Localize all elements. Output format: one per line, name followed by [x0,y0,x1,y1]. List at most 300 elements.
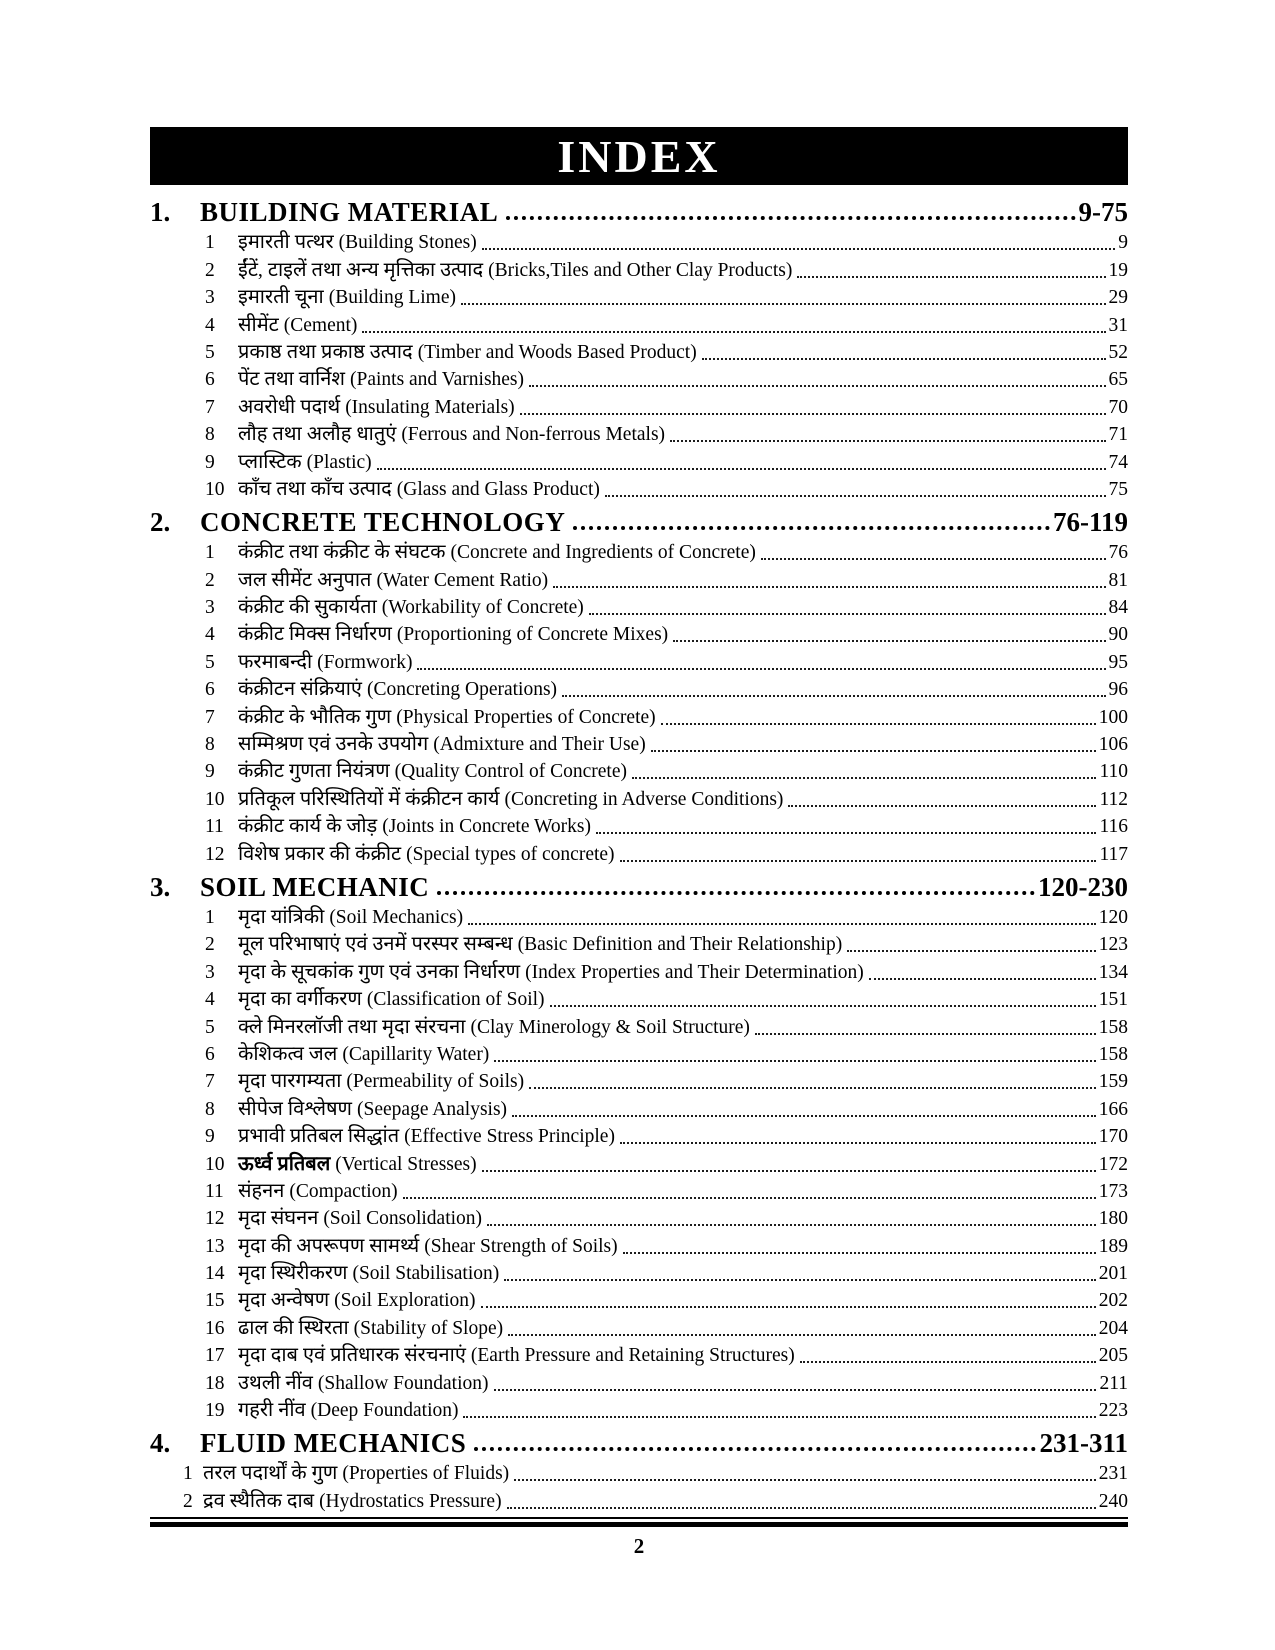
item-title-hindi: मृदा संघनन [238,1207,319,1230]
item-title-hindi: कंक्रीट कार्य के जोड़ [238,815,378,838]
item-page-number: 70 [1108,396,1128,418]
toc-item-row [150,839,1128,866]
section-page-range: 9-75 [1078,197,1128,227]
item-number: 15 [205,1290,225,1312]
item-title-hindi: मृदा स्थिरीकरण [238,1262,348,1285]
index-banner [150,127,1128,185]
item-label [238,677,557,702]
dot-leader [494,1060,1095,1062]
item-label [238,1206,482,1231]
dot-leader [461,303,1106,305]
item-title-english: (Physical Properties of Concrete) [396,706,656,728]
item-title-english: (Index Properties and Their Determination) [525,961,864,983]
item-label [238,1234,618,1259]
item-title-english: (Plastic) [306,451,372,473]
dot-leader [508,1334,1096,1336]
item-page-number: 31 [1108,314,1128,336]
dot-leader [520,413,1106,415]
item-number: 3 [205,287,215,309]
item-title-english: (Properties of Fluids) [342,1463,510,1485]
item-label [238,568,548,593]
item-label [238,1179,398,1204]
toc-item-row [150,1313,1128,1340]
item-page-number: 189 [1098,1235,1128,1257]
item-title-english: (Timber and Woods Based Product) [417,341,697,363]
item-number: 6 [205,679,215,701]
item-title-hindi: प्लास्टिक [238,450,302,473]
item-label [238,960,864,985]
item-title-english: (Effective Stress Principle) [404,1126,615,1148]
item-number: 2 [183,1490,193,1512]
dot-leader [468,923,1096,925]
dot-leader [506,216,1075,220]
toc-item-row [150,757,1128,784]
item-number: 1 [183,1463,193,1485]
item-title-english: (Vertical Stresses) [335,1153,477,1175]
item-number: 5 [205,651,215,673]
item-number: 9 [205,451,215,473]
item-title-english: (Building Lime) [328,287,456,309]
item-title-english: (Quality Control of Concrete) [394,761,627,783]
section-number: 4. [150,1428,171,1459]
dot-leader [463,1416,1095,1418]
item-page-number: 180 [1098,1208,1128,1230]
toc-item-row [150,392,1128,419]
dot-leader [673,640,1105,642]
item-page-number: 240 [1098,1490,1128,1512]
toc-item-row [150,1231,1128,1258]
toc-item-row [150,1459,1128,1486]
item-title-hindi: इमारती चूना [238,286,324,309]
page-footer [150,1517,1128,1559]
dot-leader [494,1389,1097,1391]
item-title-hindi: मूल परिभाषाएं एवं उनमें परस्पर सम्बन्ध [238,933,513,956]
toc-section [150,1425,1128,1514]
item-title-hindi: ईंटें, टाइलें तथा अन्य मृत्तिका उत्पाद [238,258,484,281]
item-page-number: 84 [1108,597,1128,619]
item-title-hindi: सीमेंट [238,313,279,336]
item-title-hindi: सीपेज विश्लेषण [238,1097,353,1120]
item-title-english: (Soil Exploration) [334,1290,476,1312]
item-page-number: 106 [1098,734,1128,756]
item-title-english: (Cement) [283,314,358,336]
toc-item-row [150,283,1128,310]
item-page-number: 202 [1098,1290,1128,1312]
item-title-hindi: प्रभावी प्रतिबल सिद्धांत [238,1125,400,1148]
item-title-english: (Shear Strength of Soils) [424,1235,618,1257]
item-page-number: 158 [1098,1016,1128,1038]
item-title-hindi: प्रकाष्ठ तथा प्रकाष्ठ उत्पाद [238,340,413,363]
dot-leader [377,468,1106,470]
item-title-hindi: मृदा यांत्रिकी [238,905,325,928]
item-label [238,622,668,647]
item-number: 2 [205,259,215,281]
dot-leader [670,440,1105,442]
item-label [238,1316,503,1341]
item-title-english: (Joints in Concrete Works) [382,816,591,838]
item-page-number: 100 [1098,706,1128,728]
item-number: 4 [205,989,215,1011]
item-page-number: 123 [1098,934,1128,956]
item-title-hindi: मृदा दाब एवं प्रतिधारक संरचनाएं [238,1344,466,1367]
item-page-number: 223 [1098,1400,1128,1422]
dot-leader [755,1033,1096,1035]
item-label [238,1042,489,1067]
toc-item-row [150,930,1128,957]
item-number: 17 [205,1345,225,1367]
item-title-hindi: विशेष प्रकार की कंक्रीट [238,842,402,865]
toc-item-row [150,447,1128,474]
item-page-number: 166 [1098,1098,1128,1120]
dot-leader [482,1170,1096,1172]
item-label [238,787,783,812]
item-title-hindi: कंक्रीट के भौतिक गुण [238,705,392,728]
item-number: 8 [205,424,215,446]
item-page-number: 170 [1098,1126,1128,1148]
item-title-english: (Concrete and Ingredients of Concrete) [450,542,756,564]
dot-leader [632,777,1096,779]
item-number: 6 [205,1043,215,1065]
item-label [238,1371,489,1396]
item-number: 1 [205,906,215,928]
item-label [238,367,524,392]
page-number: 2 [633,1533,645,1558]
item-page-number: 201 [1098,1263,1128,1285]
toc-item-row [150,593,1128,620]
dot-leader [702,358,1106,360]
toc-section [150,504,1128,867]
item-label [238,650,412,675]
section-title: SOIL MECHANIC [200,871,430,902]
toc-item-row [150,1341,1128,1368]
section-page-range: 231-311 [1039,1428,1128,1459]
toc-item-row [150,1177,1128,1204]
toc-item-row [150,365,1128,392]
section-title: BUILDING MATERIAL [200,197,499,227]
item-label [203,1461,509,1486]
item-page-number: 173 [1098,1180,1128,1202]
item-number: 1 [205,542,215,564]
item-title-hindi: लौह तथा अलौह धातुएं [238,423,397,446]
item-label [238,1398,458,1423]
toc-item-row [150,903,1128,930]
toc-item-row [150,702,1128,729]
item-title-english: (Insulating Materials) [345,396,515,418]
dot-leader [605,495,1106,497]
item-number: 2 [205,934,215,956]
toc-item-row [150,1040,1128,1067]
item-title-hindi: मृदा की अपरूपण सामर्थ्य [238,1234,420,1257]
toc-item-row [150,310,1128,337]
item-label [238,1069,524,1094]
item-label [238,1288,476,1313]
section-page-range: 120-230 [1038,871,1128,902]
item-label [203,1489,502,1514]
item-title-hindi: जल सीमेंट अनुपात [238,568,372,591]
item-label [238,1343,795,1368]
item-title-hindi: कंक्रीट गुणता नियंत्रण [238,760,390,783]
item-title-hindi: कंक्रीट मिक्स निर्धारण [238,623,392,646]
item-title-english: (Building Stones) [338,232,477,254]
dot-leader [529,1087,1096,1089]
item-title-english: (Earth Pressure and Retaining Structures) [470,1345,795,1367]
item-label [238,1015,750,1040]
item-title-english: (Hydrostatics Pressure) [319,1490,502,1512]
dot-leader [620,1142,1096,1144]
item-title-hindi: कंक्रीट तथा कंक्रीट के संघटक [238,541,446,564]
item-title-english: (Compaction) [289,1180,398,1202]
item-number: 4 [205,624,215,646]
item-title-hindi: मृदा अन्वेषण [238,1289,330,1312]
item-page-number: 90 [1108,624,1128,646]
item-title-english: (Basic Definition and Their Relationship) [517,934,843,956]
item-number: 4 [205,314,215,336]
dot-leader [417,668,1105,670]
section-title: CONCRETE TECHNOLOGY [200,506,566,537]
item-title-hindi: मृदा का वर्गीकरण [238,988,362,1011]
item-title-hindi: प्रतिकूल परिस्थितियों में कंक्रीटन कार्य [238,787,500,810]
item-title-english: (Concreting in Adverse Conditions) [504,788,784,810]
item-title-hindi: मृदा पारगम्यता [238,1070,342,1093]
item-title-english: (Classification of Soil) [366,989,545,1011]
item-label [238,705,656,730]
item-number: 5 [205,341,215,363]
dot-leader [550,1005,1096,1007]
dot-leader [514,1479,1096,1481]
toc-section [150,869,1128,1423]
item-number: 7 [205,706,215,728]
item-title-english: (Paints and Varnishes) [349,369,525,391]
item-number: 18 [205,1372,225,1394]
toc-item-row [150,1122,1128,1149]
toc-item-row [150,1094,1128,1121]
toc-item-row [150,675,1128,702]
item-title-english: (Special types of concrete) [406,843,615,865]
item-number: 9 [205,761,215,783]
item-page-number: 158 [1098,1043,1128,1065]
item-label [238,1152,477,1177]
item-label [238,230,477,255]
item-page-number: 96 [1108,679,1128,701]
dot-leader [573,526,1050,530]
item-number: 7 [205,396,215,418]
item-label [238,477,600,502]
toc-item-row [150,338,1128,365]
item-title-hindi: क्ले मिनरलॉजी तथा मृदा संरचना [238,1015,466,1038]
section-number: 1. [150,197,171,227]
toc-item-row [150,538,1128,565]
item-title-hindi: कंक्रीटन संक्रियाएं [238,678,362,701]
item-page-number: 29 [1108,287,1128,309]
toc-item-row [150,957,1128,984]
item-page-number: 172 [1098,1153,1128,1175]
item-number: 2 [205,569,215,591]
item-page-number: 81 [1108,569,1128,591]
item-page-number: 117 [1099,843,1128,865]
item-label [238,905,463,930]
item-title-english: (Glass and Glass Product) [396,478,600,500]
dot-leader [761,558,1106,560]
item-title-english: (Water Cement Ratio) [376,569,549,591]
item-title-english: (Stability of Slope) [353,1317,504,1339]
item-title-english: (Proportioning of Concrete Mixes) [396,624,669,646]
item-title-hindi: कंक्रीट की सुकार्यता [238,596,377,619]
item-number: 11 [205,1180,224,1202]
dot-leader [362,331,1105,333]
dot-leader [529,385,1105,387]
item-page-number: 211 [1099,1372,1128,1394]
dot-leader [504,1279,1095,1281]
toc-item-row [150,812,1128,839]
item-number: 3 [205,961,215,983]
item-label [238,1124,615,1149]
dot-leader [553,586,1105,588]
item-title-hindi: संहनन [238,1179,285,1202]
dot-leader [562,695,1105,697]
item-label [238,258,792,283]
item-title-english: (Soil Stabilisation) [352,1263,500,1285]
item-page-number: 52 [1108,341,1128,363]
item-page-number: 205 [1098,1345,1128,1367]
item-title-english: (Seepage Analysis) [357,1098,508,1120]
item-label [238,1097,507,1122]
item-number: 10 [205,1153,225,1175]
item-number: 6 [205,369,215,391]
item-title-hindi: गहरी नींव [238,1399,306,1422]
item-label [238,450,372,475]
item-page-number: 65 [1108,369,1128,391]
item-label [238,1261,499,1286]
toc-item-row [150,620,1128,647]
item-label [238,842,615,867]
item-number: 10 [205,478,225,500]
item-title-english: (Workability of Concrete) [381,597,584,619]
item-page-number: 74 [1108,451,1128,473]
toc-item-row [150,985,1128,1012]
item-page-number: 204 [1098,1317,1128,1339]
section-title: FLUID MECHANICS [200,1428,467,1459]
item-page-number: 231 [1098,1463,1128,1485]
item-number: 16 [205,1317,225,1339]
item-number: 12 [205,1208,225,1230]
dot-leader [797,276,1105,278]
item-title-hindi: ऊर्ध्व प्रतिबल [238,1152,331,1175]
section-heading-row [150,504,1128,538]
item-title-hindi: उथली नींव [238,1371,313,1394]
item-title-english: (Soil Consolidation) [323,1208,483,1230]
item-title-english: (Capillarity Water) [342,1043,490,1065]
item-title-hindi: पेंट तथा वार्निश [238,368,345,391]
toc-item-row [150,420,1128,447]
item-number: 8 [205,1098,215,1120]
item-label [238,285,456,310]
toc-item-row [150,1396,1128,1423]
dot-leader [482,248,1115,250]
item-title-english: (Admixture and Their Use) [433,734,646,756]
item-title-english: (Shallow Foundation) [317,1372,489,1394]
item-title-english: (Soil Mechanics) [329,906,464,928]
item-page-number: 120 [1098,906,1128,928]
item-page-number: 110 [1099,761,1128,783]
item-label [238,540,756,565]
item-label [238,759,627,784]
item-title-english: (Concreting Operations) [366,679,558,701]
dot-leader [661,723,1096,725]
section-heading-row [150,1425,1128,1459]
item-page-number: 19 [1108,259,1128,281]
item-title-hindi: काँच तथा काँच उत्पाद [238,477,392,500]
dot-leader [437,891,1035,895]
item-label [238,422,665,447]
item-label [238,814,591,839]
item-title-hindi: मृदा के सूचकांक गुण एवं उनका निर्धारण [238,960,521,983]
item-label [238,313,357,338]
dot-leader [481,1306,1096,1308]
item-number: 13 [205,1235,225,1257]
toc-item-row [150,1368,1128,1395]
item-title-hindi: केशिकत्व जल [238,1042,338,1065]
section-heading-row [150,194,1128,228]
toc-section [150,194,1128,502]
dot-leader [623,1252,1096,1254]
item-page-number: 75 [1108,478,1128,500]
item-number: 19 [205,1400,225,1422]
item-title-english: (Formwork) [317,651,413,673]
toc-item-row [150,1286,1128,1313]
dot-leader [596,832,1097,834]
toc-item-row [150,784,1128,811]
toc-item-row [150,730,1128,757]
item-page-number: 71 [1108,424,1128,446]
item-label [238,987,545,1012]
dot-leader [651,750,1096,752]
item-label [238,395,515,420]
item-label [238,595,584,620]
dot-leader [474,1447,1036,1451]
dot-leader [403,1197,1096,1199]
page-title: INDEX [557,130,721,182]
item-number: 12 [205,843,225,865]
item-number: 11 [205,816,224,838]
toc-item-row [150,228,1128,255]
toc-item-row [150,475,1128,502]
item-number: 9 [205,1126,215,1148]
section-page-range: 76-119 [1052,506,1128,537]
item-page-number: 159 [1098,1071,1128,1093]
item-number: 3 [205,597,215,619]
item-number: 8 [205,734,215,756]
toc-item-row [150,647,1128,674]
toc-item-row [150,1204,1128,1231]
footer-rule [150,1517,1128,1527]
section-number: 3. [150,871,171,902]
toc-item-row [150,565,1128,592]
item-number: 5 [205,1016,215,1038]
item-number: 7 [205,1071,215,1093]
dot-leader [620,860,1097,862]
item-title-hindi: इमारती पत्थर [238,231,334,254]
item-page-number: 134 [1098,961,1128,983]
toc-item-row [150,1259,1128,1286]
item-title-hindi: ढाल की स्थिरता [238,1316,349,1339]
toc-item-row [150,1067,1128,1094]
dot-leader [512,1115,1096,1117]
item-page-number: 95 [1108,651,1128,673]
item-title-hindi: फरमाबन्दी [238,650,313,673]
item-title-english: (Clay Minerology & Soil Structure) [470,1016,750,1038]
dot-leader [869,978,1096,980]
item-title-english: (Bricks,Tiles and Other Clay Products) [488,259,793,281]
